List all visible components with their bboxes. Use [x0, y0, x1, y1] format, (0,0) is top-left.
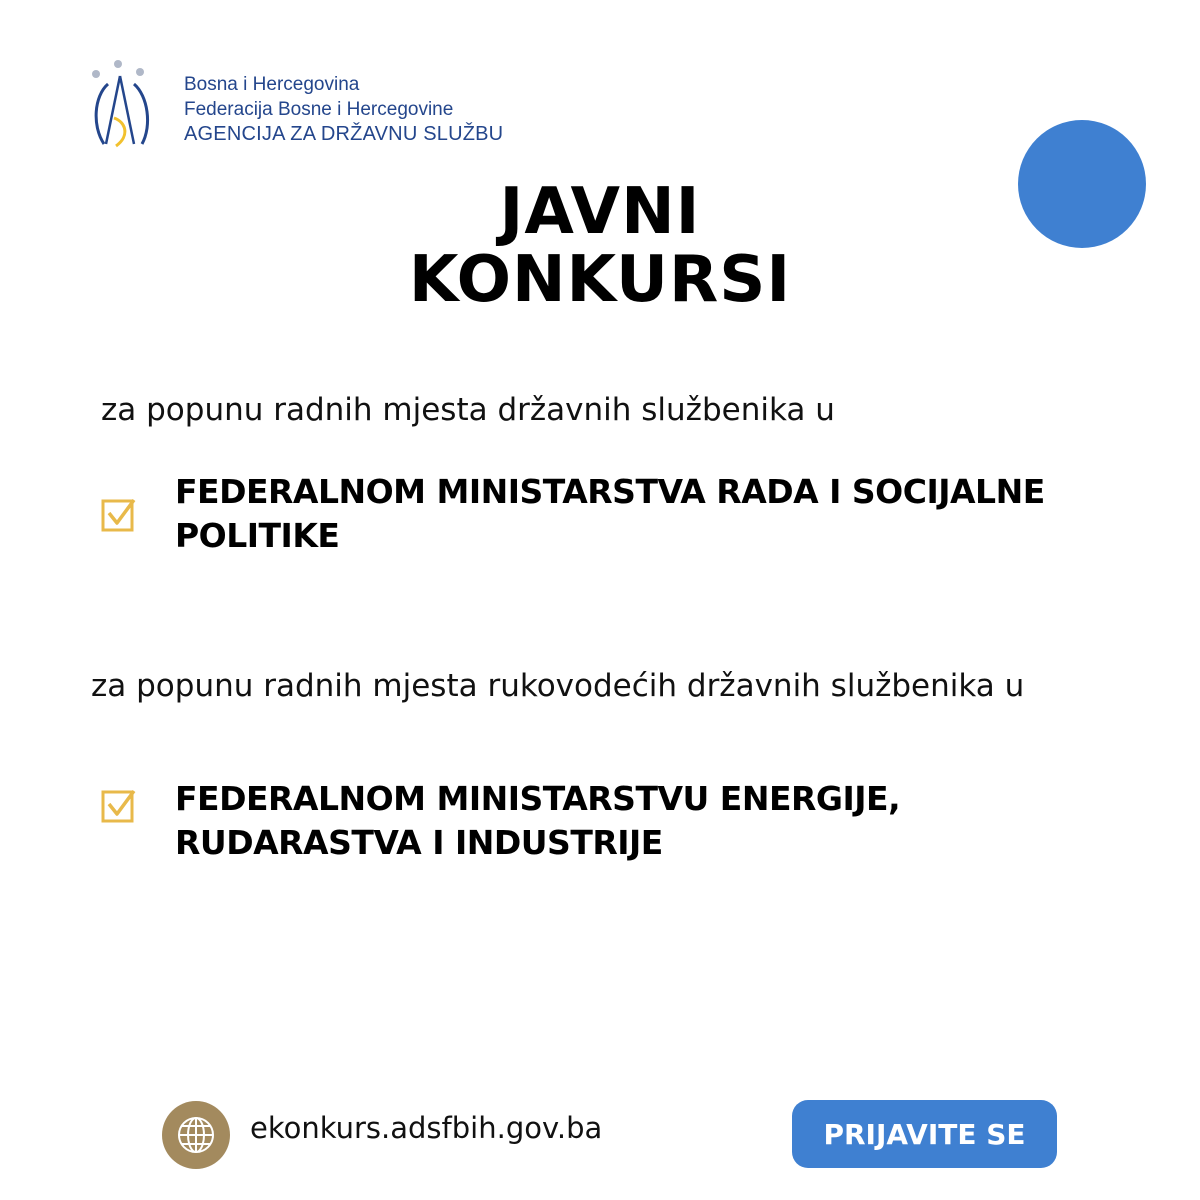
- page-title: [0, 175, 1200, 317]
- globe-icon: [176, 1115, 216, 1155]
- ministry-2-line-1: FEDERALNOM MINISTARSTVU ENERGIJE,: [175, 779, 901, 818]
- agency-emblem-icon: [86, 56, 176, 156]
- logo-country: Bosna i Hercegovina: [184, 74, 360, 95]
- checkbox-check-icon: [100, 787, 138, 825]
- globe-badge: [162, 1101, 230, 1169]
- ministry-1-line-2: POLITIKE: [175, 516, 340, 555]
- apply-button[interactable]: PRIJAVITE SE: [792, 1100, 1057, 1168]
- logo-agency: AGENCIJA ZA DRŽAVNU SLUŽBU: [184, 123, 504, 145]
- website-link[interactable]: ekonkurs.adsfbih.gov.ba: [250, 1111, 603, 1145]
- ministry-1-line-1: FEDERALNOM MINISTARSTVA RADA I SOCIJALNE: [175, 472, 1045, 511]
- title-line-2: KONKURSI: [408, 243, 792, 317]
- section-2-intro: za popunu radnih mjesta rukovodećih državnih službenika u: [91, 668, 1025, 704]
- agency-name: [184, 72, 503, 147]
- title-line-1: JAVNI: [499, 175, 701, 249]
- ministry-2-line-2: RUDARASTVA I INDUSTRIJE: [175, 823, 663, 862]
- ministry-name-2: [175, 777, 1095, 865]
- agency-logo: [86, 56, 526, 156]
- ministry-name-1: [175, 470, 1095, 558]
- checkbox-check-icon: [100, 496, 138, 534]
- section-1-intro: za popunu radnih mjesta državnih službenika u: [101, 392, 835, 428]
- logo-federation: Federacija Bosne i Hercegovine: [184, 99, 454, 120]
